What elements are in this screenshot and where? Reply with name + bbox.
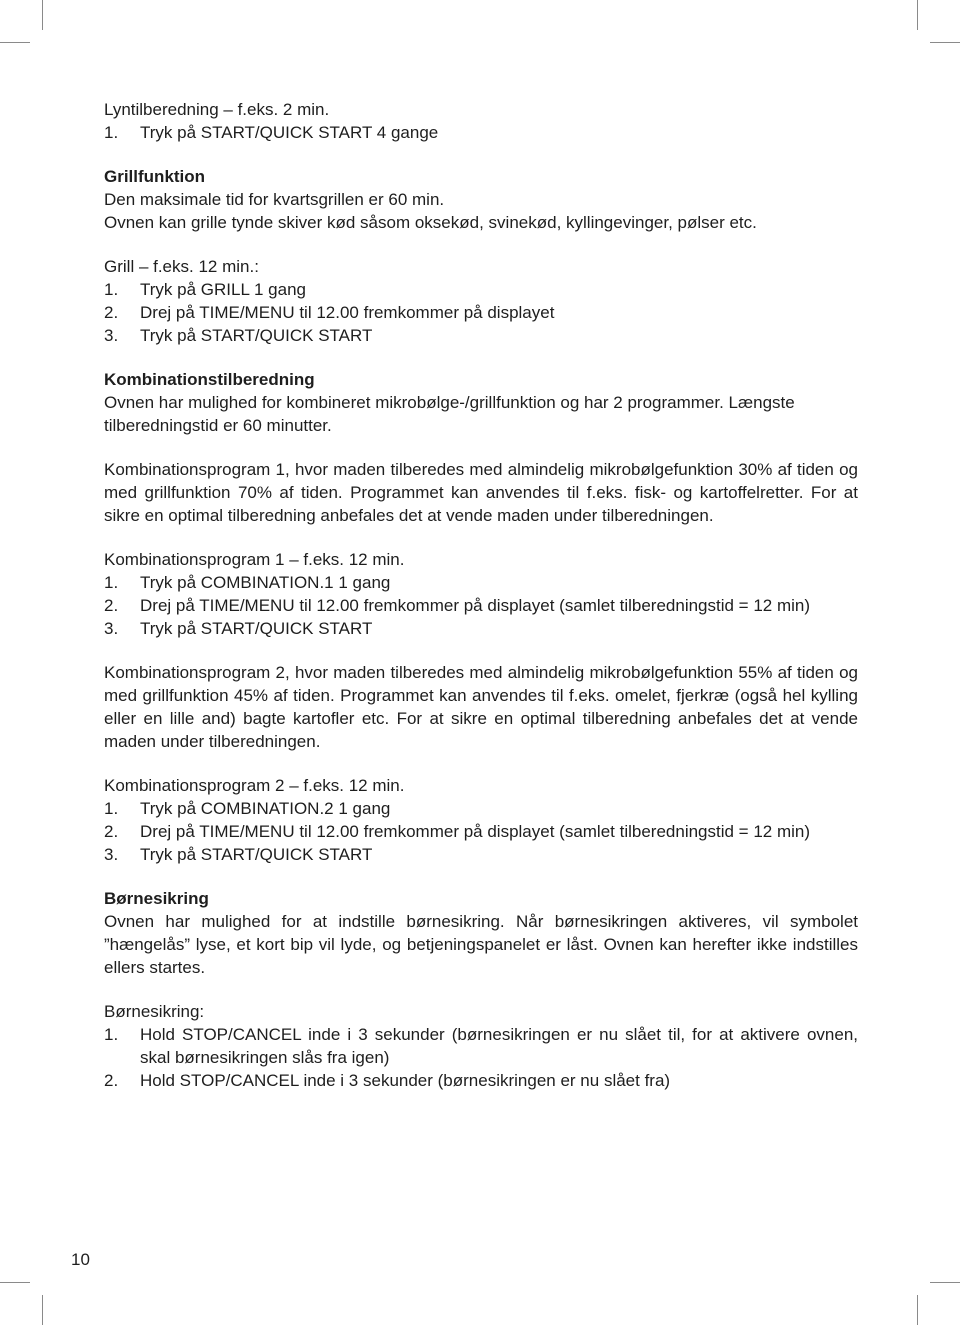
crop-mark-bottom-left-v [42, 1295, 43, 1325]
step-number: 1. [104, 573, 119, 592]
page-number: 10 [71, 1250, 90, 1269]
step-number: 3. [104, 326, 119, 345]
quick-step [104, 121, 858, 144]
program1-title: Kombinationsprogram 1 – f.eks. 12 min. [104, 550, 405, 569]
step-text: Tryk på GRILL 1 gang [140, 280, 306, 299]
child-lock-title: Børnesikring: [104, 1002, 205, 1021]
grill-line-2: Ovnen kan grille tynde skiver kød såsom oksekød, svinekød, kyllingevinger, pølser etc. [104, 213, 757, 232]
step-number: 1. [104, 280, 119, 299]
crop-mark-bottom-right-v [917, 1295, 918, 1325]
program2-title: Kombinationsprogram 2 – f.eks. 12 min. [104, 776, 405, 795]
step-text: Tryk på START/QUICK START [140, 326, 373, 345]
step-text: Drej på TIME/MENU til 12.00 fremkommer på displayet (samlet tilberedningstid = 12 min) [140, 822, 811, 841]
program2-description: Kombinationsprogram 2, hvor maden tilberedes med almindelig mikrobølgefunktion 55% af tiden og med grillfunktion 45% af tiden. Programmet kan anvendes til f.eks. omelet, fjerkræ (også hel kylling eller en lille and) bagte kartofler etc. For at sikre en optimal tilberedning anbefales det at vende maden under tilberedningen. [104, 663, 858, 751]
grill-example-title: Grill – f.eks. 12 min.: [104, 257, 259, 276]
grill-step [104, 278, 858, 301]
program1-step [104, 594, 858, 617]
step-number: 3. [104, 845, 119, 864]
program1-description: Kombinationsprogram 1, hvor maden tilberedes med almindelig mikrobølgefunktion 30% af tiden og med grillfunktion 70% af tiden. Programmet kan anvendes til f.eks. fisk- og kartoffelretter. For at sikre en optimal tilberedning anbefales det at vende maden under tilberedningen. [104, 460, 858, 525]
program1-step [104, 617, 858, 640]
child-lock-description: Ovnen har mulighed for at indstille børnesikring. Når børnesikringen aktiveres, vil symbolet ”hængelås” lyse, et kort bip vil lyde, og betjeningspanelet er låst. Ovnen kan herefter ikke indstilles ellers startes. [104, 912, 858, 977]
step-number: 2. [104, 596, 119, 615]
crop-mark-top-left-v [42, 0, 43, 30]
crop-mark-top-right-h [930, 42, 960, 43]
step-text: Tryk på START/QUICK START [140, 619, 373, 638]
step-number: 1. [104, 123, 119, 142]
step-text: Tryk på START/QUICK START 4 gange [140, 123, 439, 142]
crop-mark-top-right-v [917, 0, 918, 30]
step-text: Tryk på COMBINATION.2 1 gang [140, 799, 391, 818]
step-text: Hold STOP/CANCEL inde i 3 sekunder (børnesikringen er nu slået fra) [140, 1071, 671, 1090]
step-text: Tryk på COMBINATION.1 1 gang [140, 573, 391, 592]
combi-heading: Kombinationstilberedning [104, 370, 315, 389]
step-text: Drej på TIME/MENU til 12.00 fremkommer på displayet (samlet tilberedningstid = 12 min) [140, 596, 811, 615]
step-number: 2. [104, 303, 119, 322]
grill-step [104, 324, 858, 347]
program1-step [104, 571, 858, 594]
program2-step [104, 843, 858, 866]
document-body [104, 98, 858, 1092]
step-number: 2. [104, 1071, 119, 1090]
step-text: Drej på TIME/MENU til 12.00 fremkommer på displayet [140, 303, 555, 322]
crop-mark-bottom-right-h [930, 1282, 960, 1283]
grill-line-1: Den maksimale tid for kvartsgrillen er 60 min. [104, 190, 445, 209]
child-lock-heading: Børnesikring [104, 889, 209, 908]
grill-heading: Grillfunktion [104, 167, 206, 186]
grill-step [104, 301, 858, 324]
step-number: 3. [104, 619, 119, 638]
child-lock-step [104, 1069, 858, 1092]
combi-intro: Ovnen har mulighed for kombineret mikrobølge-/grillfunktion og har 2 programmer. Længste tilberedningstid er 60 minutter. [104, 393, 795, 435]
step-text: Tryk på START/QUICK START [140, 845, 373, 864]
step-text: Hold STOP/CANCEL inde i 3 sekunder (børnesikringen er nu slået til, for at aktivere ovnen, skal børnesikringen slås fra igen) [140, 1025, 858, 1067]
quick-title: Lyntilberedning – f.eks. 2 min. [104, 100, 330, 119]
step-number: 2. [104, 822, 119, 841]
crop-mark-top-left-h [0, 42, 30, 43]
step-number: 1. [104, 799, 119, 818]
crop-mark-bottom-left-h [0, 1282, 30, 1283]
program2-step [104, 820, 858, 843]
program2-step [104, 797, 858, 820]
child-lock-step [104, 1023, 858, 1069]
step-number: 1. [104, 1025, 119, 1044]
